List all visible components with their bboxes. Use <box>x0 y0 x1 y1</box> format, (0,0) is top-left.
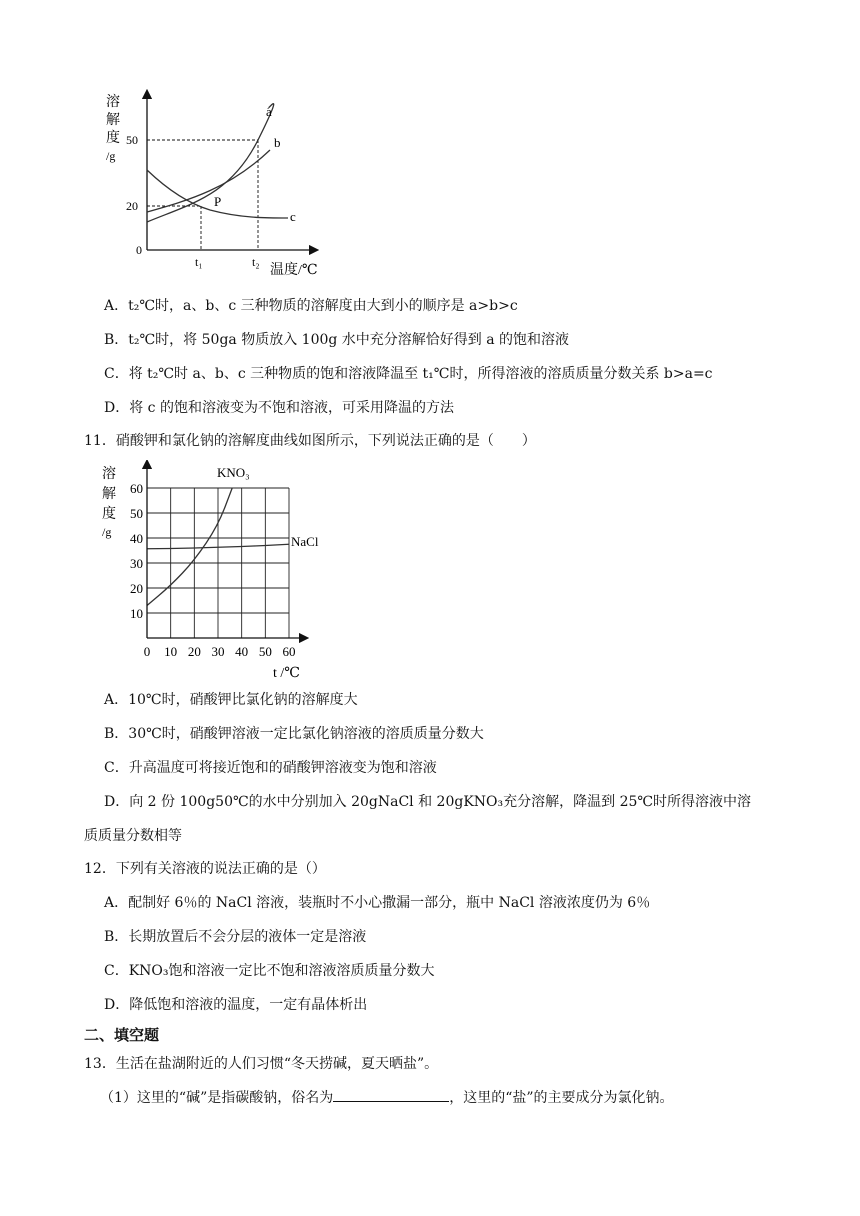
y-label-2: 解 <box>102 487 116 502</box>
section-title: 二、填空题 <box>84 1026 160 1044</box>
q11-option-d: D．向 2 份 100g50℃的水中分别加入 20gNaCl 和 20gKNO₃充分溶解，降温到 25℃时所得溶液中溶 <box>104 794 752 810</box>
x-tick-label: 40 <box>235 644 249 659</box>
q10-option-c: C．将 t₂℃时 a、b、c 三种物质的饱和溶液降温至 t₁℃时，所得溶液的溶质质量分数关系 b>a=c <box>104 366 713 382</box>
q13-stem: 13．生活在盐湖附近的人们习惯“冬天捞碱，夏天晒盐”。 <box>84 1056 439 1072</box>
y-tick-label: 20 <box>130 581 143 596</box>
y-label-2: 解 <box>106 113 120 128</box>
q12-option-c: C．KNO₃饱和溶液一定比不饱和溶液溶质质量分数大 <box>104 963 435 979</box>
y-label-4: /g <box>102 525 112 539</box>
q11-option-b: B．30℃时，硝酸钾溶液一定比氯化钠溶液的溶质质量分数大 <box>104 726 484 742</box>
solubility-chart-kno3-nacl <box>100 460 340 682</box>
y-label-4: /g <box>106 149 116 163</box>
y-tick-50: 50 <box>126 133 138 147</box>
q11-stem: 11．硝酸钾和氯化钠的溶解度曲线如图所示，下列说法正确的是（ ） <box>84 433 536 449</box>
q10-option-b: B．t₂℃时，将 50ga 物质放入 100g 水中充分溶解恰好得到 a 的饱和溶液 <box>104 332 570 348</box>
x-tick-label: 60 <box>282 644 296 659</box>
curve-b <box>147 150 270 212</box>
y-tick-label: 30 <box>130 556 143 571</box>
q11-option-a: A．10℃时，硝酸钾比氯化钠的溶解度大 <box>104 692 358 708</box>
q12-option-a: A．配制好 6％的 NaCl 溶液，装瓶时不小心撒漏一部分，瓶中 NaCl 溶液浓度仍为 6％ <box>104 895 651 911</box>
y-label-1: 溶 <box>106 95 120 110</box>
y-label-1: 溶 <box>102 467 116 482</box>
q10-option-a: A．t₂℃时，a、b、c 三种物质的溶解度由大到小的顺序是 a>b>c <box>104 298 518 314</box>
y-tick-label: 40 <box>130 531 143 546</box>
q10-option-d: D．将 c 的饱和溶液变为不饱和溶液，可采用降温的方法 <box>104 400 454 416</box>
y-tick-label: 50 <box>130 506 143 521</box>
x-tick-t2: t₂ <box>252 255 260 269</box>
q13-sub1 <box>100 1087 674 1107</box>
q12-stem: 12．下列有关溶液的说法正确的是（） <box>84 861 326 877</box>
q13-sub1-before: （1）这里的“碱”是指碳酸钠，俗名为 <box>100 1090 334 1106</box>
kno3-series-label: KNO₃ <box>217 465 250 480</box>
answer-blank[interactable] <box>333 1087 449 1102</box>
y-tick-label: 10 <box>130 606 143 621</box>
point-p-label: P <box>214 194 222 209</box>
q13-sub1-after: ，这里的“盐”的主要成分为氯化钠。 <box>449 1090 674 1106</box>
curve-c-label: c <box>290 209 296 224</box>
x-tick-label: 0 <box>143 644 151 659</box>
x-tick-label: 10 <box>164 644 178 659</box>
q11-option-c: C．升高温度可将接近饱和的硝酸钾溶液变为饱和溶液 <box>104 760 437 776</box>
q12-option-b: B．长期放置后不会分层的液体一定是溶液 <box>104 929 367 945</box>
solubility-chart-abc <box>100 88 340 284</box>
x-tick-label: 50 <box>258 644 272 659</box>
x-tick-t1: t₁ <box>195 255 203 269</box>
y-tick-20: 20 <box>126 199 138 213</box>
curve-b-label: b <box>274 135 281 150</box>
q11-option-d-cont: 质质量分数相等 <box>84 828 182 844</box>
y-tick-label: 60 <box>130 481 143 496</box>
curve-a-label: a <box>266 104 272 119</box>
nacl-series-label: NaCl <box>291 534 319 549</box>
x-axis-label: 温度/℃ <box>270 263 318 278</box>
x-tick-label: 30 <box>211 644 225 659</box>
x-tick-label: 20 <box>187 644 201 659</box>
x-axis-label: t /℃ <box>273 666 300 681</box>
y-label-3: 度 <box>106 131 120 146</box>
origin-label: 0 <box>136 243 142 257</box>
q12-option-d: D．降低饱和溶液的温度，一定有晶体析出 <box>104 997 368 1013</box>
y-label-3: 度 <box>102 507 116 522</box>
